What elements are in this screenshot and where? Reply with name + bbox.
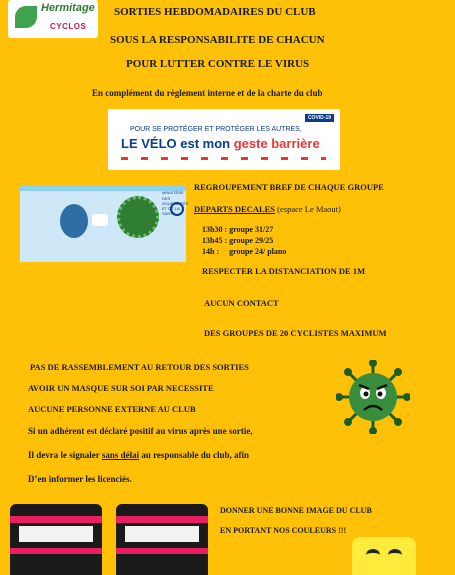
ministry-sub: DES SOLIDARITÉS ET DE LA SANTÉ [162,196,189,216]
rule-no-external: AUCUNE PERSONNE EXTERNE AU CLUB [28,404,196,414]
title-line-2: SOUS LA RESPONSABILITE DE CHACUN [110,34,325,46]
footer-colours: EN PORTANT NOS COULEURS !!! [220,526,347,535]
logo-name: Hermitage [41,2,95,14]
positive-line-2: Il devra le signaler sans délai au responsable du club, afin [28,450,249,460]
virus-icon [117,196,159,238]
departure-2: 13h45 : groupe 29/25 [202,236,274,245]
departure-1: 13h30 : groupe 31/27 [202,225,274,234]
mask-icon [92,214,108,226]
bicycle-icons [121,157,326,160]
departure-3: 14h : groupe 24/ plano [202,247,287,256]
rule-mask: AVOIR UN MASQUE SUR SOI PAR NECESSITE [28,383,214,393]
departures-heading: DEPARTS DECALES (espace Le Maout) [194,204,341,214]
person-icon [60,204,88,238]
smiley-icon [352,537,416,575]
banner-line-2: LE VÉLO est mon geste barrière [121,136,320,151]
logo-sub: CYCLOS [50,22,87,31]
mask-illustration [20,186,189,262]
rule-regroup: REGROUPEMENT BREF DE CHAQUE GROUPE [194,182,384,192]
positive-line-3: D’en informer les licenciés. [28,474,132,484]
positive-line-1: Si un adhérent est déclaré positif au virus après une sortie, [28,426,253,436]
rule-no-gathering: PAS DE RASSEMBLEMENT AU RETOUR DES SORTIES [30,362,249,372]
rule-no-contact: AUCUN CONTACT [204,298,279,308]
ministry-logo-icon [170,202,184,216]
subline: En complément du règlement interne et de la charte du club [92,88,323,98]
club-jersey-back [116,504,208,575]
club-logo [8,0,98,38]
ministry-label: MINISTÈRE [162,190,184,195]
covid-tag: COVID-19 [305,114,334,122]
rule-groups: DES GROUPES DE 20 CYCLISTES MAXIMUM [204,328,387,338]
club-jersey-front [10,504,102,575]
title-line-3: POUR LUTTER CONTRE LE VIRUS [126,58,310,70]
angry-virus-icon [336,360,410,434]
leaf-icon [15,6,37,28]
rule-distance: RESPECTER LA DISTANCIATION DE 1M [202,266,366,276]
banner-line-1: POUR SE PROTÉGER ET PROTÉGER LES AUTRES, [130,126,302,133]
velo-geste-barriere-banner [108,109,340,170]
footer-image: DONNER UNE BONNE IMAGE DU CLUB [220,506,372,515]
title-line-1: SORTIES HEBDOMADAIRES DU CLUB [114,6,316,18]
